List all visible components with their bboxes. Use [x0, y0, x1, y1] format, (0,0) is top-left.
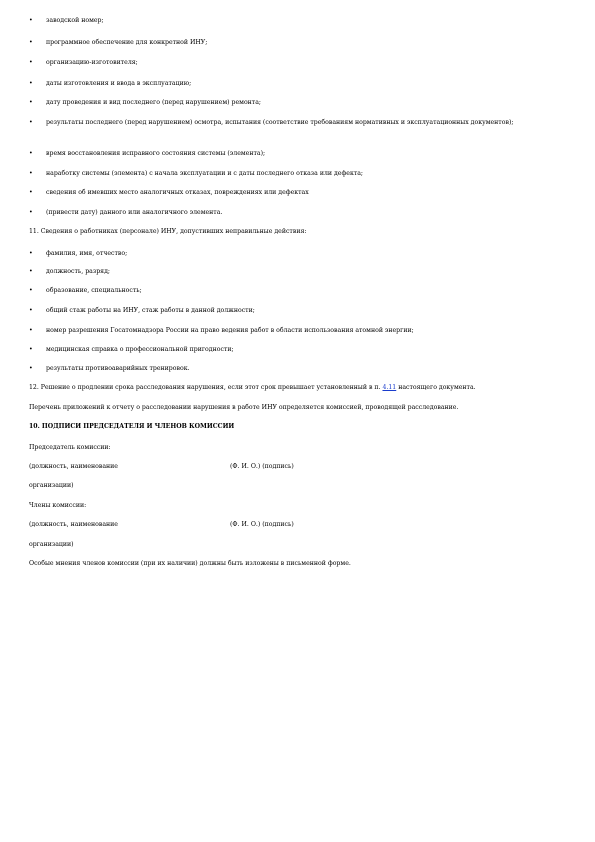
list-item: наработку системы (элемента) с начала эксплуатации и с даты последнего отказа или дефекта; [46, 170, 364, 177]
chairman-signature-caption: (Ф. И. О.) (подпись) [230, 463, 294, 470]
list-item: программное обеспечение для конкретной ИНУ; [46, 39, 208, 46]
bullet: • [29, 346, 33, 353]
bullet: • [29, 209, 33, 216]
bullet: • [29, 287, 33, 294]
bullet: • [29, 99, 33, 106]
chairman-label: Председатель комиссии: [29, 444, 111, 451]
list-item: результаты противоаварийных тренировок. [46, 365, 190, 372]
chairman-position-caption: (должность, наименование [29, 463, 118, 470]
bullet: • [29, 268, 33, 275]
section-12-text-end: настоящего документа. [398, 384, 476, 391]
list-item: медицинская справка о профессиональной пригодности; [46, 346, 234, 353]
section-12-text: 12. Решение о продлении срока расследования нарушения, если этот срок превышает установленный в п. [29, 384, 381, 391]
list-item: номер разрешения Госатомнадзора России на право ведения работ в области использования атомной энергии; [46, 327, 414, 334]
list-item: (привести дату) данного или аналогичного элемента. [46, 209, 223, 216]
bullet: • [29, 327, 33, 334]
bullet: • [29, 119, 33, 126]
bullet: • [29, 39, 33, 46]
bullet: • [29, 150, 33, 157]
list-item: должность, разряд; [46, 268, 110, 275]
bullet: • [29, 250, 33, 257]
list-item: образование, специальность; [46, 287, 142, 294]
list-item: сведения об имевших место аналогичных отказах, повреждениях или дефектах [46, 189, 309, 196]
section-10-heading: 10. ПОДПИСИ ПРЕДСЕДАТЕЛЯ И ЧЛЕНОВ КОМИССИИ [29, 423, 235, 430]
list-item: время восстановления исправного состояния системы (элемента); [46, 150, 266, 157]
member-position-caption: (должность, наименование [29, 521, 118, 528]
list-item: заводской номер; [46, 17, 104, 24]
section-12-paragraph [29, 384, 569, 392]
bullet: • [29, 189, 33, 196]
list-item: фамилия, имя, отчество; [46, 250, 128, 257]
list-item: организацию-изготовителя; [46, 59, 138, 66]
list-item: дату проведения и вид последнего (перед нарушением) ремонта; [46, 99, 261, 106]
members-label: Члены комиссии: [29, 502, 87, 509]
bullet: • [29, 80, 33, 87]
annex-paragraph: Перечень приложений к отчету о расследовании нарушения в работе ИНУ определяется комиссией, проводящей расследование. [29, 404, 459, 411]
chairman-org-caption: организации) [29, 482, 74, 489]
bullet: • [29, 307, 33, 314]
bullet: • [29, 17, 33, 24]
member-signature-caption: (Ф. И. О.) (подпись) [230, 521, 294, 528]
list-item: результаты последнего (перед нарушением) осмотра, испытания (соответствие требованиям нормативных и эксплуатационных документов); [46, 119, 514, 126]
bullet: • [29, 365, 33, 372]
bullet: • [29, 59, 33, 66]
special-opinion-note: Особые мнения членов комиссии (при их наличии) должны быть изложены в письменной форме. [29, 560, 351, 567]
list-item: общий стаж работы на ИНУ, стаж работы в данной должности; [46, 307, 255, 314]
bullet: • [29, 170, 33, 177]
clause-link[interactable]: 4.11 [382, 384, 397, 391]
list-item: даты изготовления и ввода в эксплуатацию; [46, 80, 192, 87]
member-org-caption: организации) [29, 541, 74, 548]
section-11-heading: 11. Сведения о работниках (персонале) ИНУ, допустивших неправильные действия: [29, 228, 307, 235]
